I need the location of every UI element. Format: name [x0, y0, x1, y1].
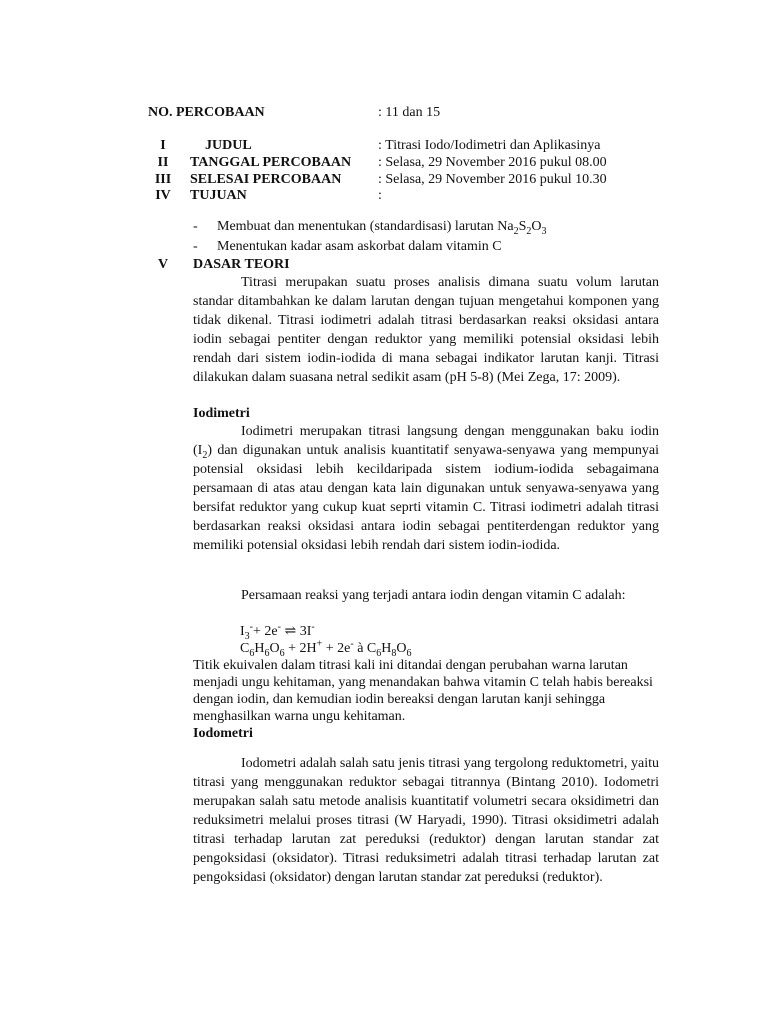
judul-label: JUDUL [205, 138, 252, 153]
tujuan-label: TUJUAN [190, 188, 247, 203]
tanggal-label: TANGGAL PERCOBAAN [190, 155, 352, 170]
selesai-label: SELESAI PERCOBAAN [190, 172, 342, 187]
section-v-number: V [158, 257, 169, 272]
paragraph-iodimetri: Iodimetri merupakan titrasi langsung dengan menggunakan baku iodin $(I_2)$ dan digunakan untuk analisis kuantitatif senyawa-senyawa yang mempunyai potensial oksidasi lebih kecildaripada sistem iodium-iodida sebagaimana persamaan di atas atau dengan kata lain digunakan untuk senyawa-senyawa yang bersifat reduktor yang cukup kuat seprti vitamin C. Titrasi iodimetri adalah titrasi berdasarkan reaksi oksidasi antara iodin sebagai pentiterdengan reduktor yang memiliki potensial oksidasi lebih rendah dari sistem iodin-iodida. [193, 424, 659, 553]
selesai-value: : Selasa, 29 November 2016 pukul 10.30 [378, 172, 607, 187]
heading-iodometri: Iodometri [193, 726, 253, 741]
equation-vitamin-c: $C_6H_6O_6 + 2H^+ + 2e^-$ à $C_6H_8O_6$ [240, 638, 412, 659]
row-num-iv: IV [155, 188, 171, 203]
heading-iodimetri: Iodimetri [193, 406, 250, 421]
paragraph-iodometri: Iodometri adalah salah satu jenis titrasi yang tergolong reduktometri, yaitu titrasi yang menggunakan reduktor sebagai titrannya (Bintang 2010). Iodometri merupakan salah satu metode analisis kuantitatif volumetri secara oksidimetri dan reduksimetri melalui proses titrasi (W Haryadi, 1990). Titrasi oksidimetri adalah titrasi terhadap larutan zat pereduksi (reduktor) dengan larutan standar zat pengoksidasi (oksidator). Titrasi reduksimetri adalah titrasi terhadap larutan zat pengoksidasi (oksidator) dengan larutan standar zat pereduksi (reduktor). [193, 756, 659, 885]
equation-iodine-reduction: $I_3^-+ 2e^-$ ⇌ 3I- [240, 621, 315, 642]
tujuan-item: - Menentukan kadar asam askorbat dalam vitamin C [193, 239, 502, 254]
tanggal-value: : Selasa, 29 November 2016 pukul 08.00 [378, 155, 607, 170]
no-percobaan-label: NO. PERCOBAAN [148, 105, 265, 120]
row-num-iii: III [154, 172, 172, 187]
tujuan-list [193, 217, 613, 257]
row-num-i: I [160, 138, 166, 153]
tujuan-item: - Membuat dan menentukan (standardisasi) larutan $Na_2S_2O_3$ [193, 219, 547, 237]
section-v-title: DASAR TEORI [193, 257, 290, 272]
row-num-ii: II [157, 155, 169, 170]
no-percobaan-value: : 11 dan 15 [378, 105, 441, 120]
tujuan-value: : [378, 188, 382, 203]
paragraph-persamaan: Persamaan reaksi yang terjadi antara iodin dengan vitamin C adalah: [241, 588, 626, 603]
paragraph-titik-ekuivalen: Titik ekuivalen dalam titrasi kali ini ditandai dengan perubahan warna larutan menjadi ungu kehitaman, yang menandakan bahwa vitamin C telah habis bereaksi dengan iodin, dan kemudian iodin bereaksi dengan larutan kanji sehingga menghasilkan warna ungu kehitaman. [193, 658, 653, 724]
paragraph-dasar-teori: Titrasi merupakan suatu proses analisis dimana suatu volum larutan standar ditambahkan ke dalam larutan dengan tujuan mengetahui komponen yang tidak dikenal. Titrasi iodimetri adalah titrasi berdasarkan reaksi oksidasi antara iodin sebagai pentiter dengan reduktor yang memiliki potensial oksidasi lebih rendah dari sistem iodin-iodida di mana sebagai indikator larutan kanji. Titrasi dilakukan dalam suasana netral sedikit asam (pH 5-8) (Mei Zega, 17: 2009). [193, 275, 659, 385]
judul-value: : Titrasi Iodo/Iodimetri dan Aplikasinya [378, 138, 601, 153]
